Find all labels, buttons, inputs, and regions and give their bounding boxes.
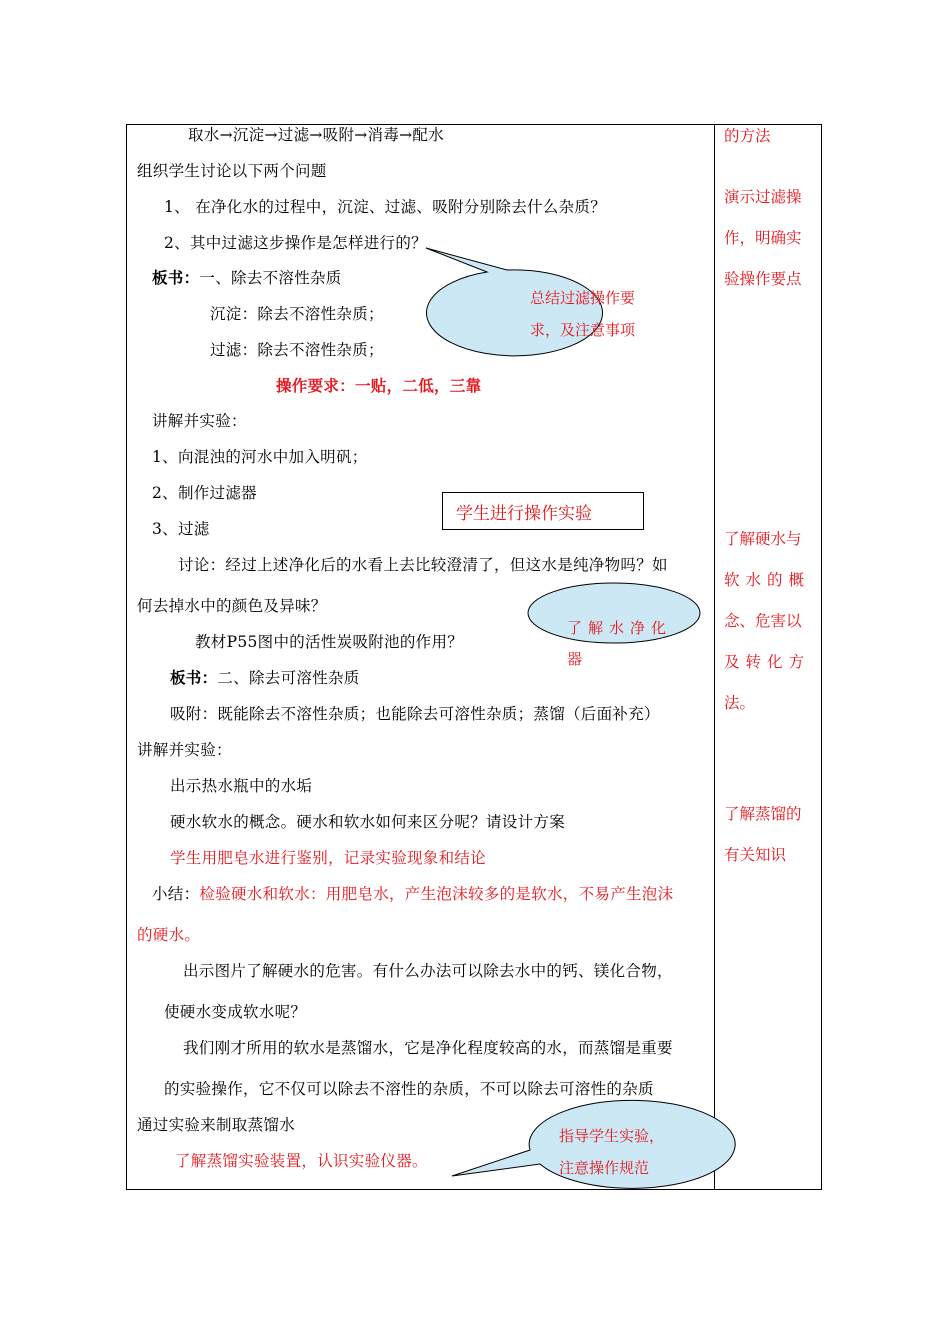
callout-2-line-2: 器 — [567, 650, 583, 668]
summary-line-2: 的硬水。 — [137, 926, 201, 944]
side-note-10: 了解蒸馏的 — [724, 805, 802, 823]
process-flow: 取水→沉淀→过滤→吸附→消毒→配水 — [188, 126, 445, 144]
adsorption-line: 吸附：既能除去不溶性杂质；也能除去可溶性杂质；蒸馏（后面补充） — [170, 705, 660, 723]
operation-requirements: 操作要求：一贴，二低，三靠 — [276, 376, 482, 395]
harm-line-1: 出示图片了解硬水的危害。有什么办法可以除去水中的钙、镁化合物， — [183, 962, 673, 980]
step-3: 3、过滤 — [152, 520, 210, 538]
sediment-line: 沉淀：除去不溶性杂质； — [210, 305, 384, 323]
callout-3-line-2: 注意操作规范 — [559, 1159, 650, 1177]
soap-test: 学生用肥皂水进行鉴别，记录实验现象和结论 — [170, 849, 487, 867]
student-experiment-label: 学生进行操作实验 — [456, 504, 592, 524]
organize-discussion: 组织学生讨论以下两个问题 — [137, 162, 327, 180]
explain-experiment-1: 讲解并实验： — [152, 412, 247, 430]
side-note-5: 了解硬水与 — [724, 530, 802, 548]
discussion-line-2: 何去掉水中的颜色及异味？ — [137, 597, 327, 615]
callout-1-line-1: 总结过滤操作要 — [530, 289, 636, 307]
step-1: 1、向混浊的河水中加入明矾； — [152, 448, 368, 466]
callout-2-line-1: 了解水净化 — [567, 619, 673, 637]
harm-line-2: 使硬水变成软水呢？ — [164, 1003, 307, 1021]
callout-1-line-2: 求，及注意事项 — [530, 321, 636, 339]
board-heading-1 — [152, 268, 342, 288]
student-experiment-box — [442, 492, 644, 530]
filter-line: 过滤：除去不溶性杂质； — [210, 341, 384, 359]
side-note-8: 及转化方 — [724, 653, 811, 671]
distill-line-3: 通过实验来制取蒸馏水 — [137, 1116, 296, 1134]
discussion-line-1: 讨论：经过上述净化后的水看上去比较澄清了，但这水是纯净物吗？如 — [178, 556, 668, 574]
question-2: 2、其中过滤这步操作是怎样进行的？ — [164, 234, 427, 252]
board-text: 一、除去不溶性杂质 — [199, 269, 342, 287]
explain-experiment-2: 讲解并实验： — [137, 741, 232, 759]
side-note-method: 的方法 — [724, 127, 771, 145]
step-2: 2、制作过滤器 — [152, 484, 257, 502]
distill-line-2: 的实验操作，它不仅可以除去不溶性的杂质，不可以除去可溶性的杂质 — [164, 1080, 654, 1098]
apparatus-line: 了解蒸馏实验装置，认识实验仪器。 — [175, 1152, 428, 1170]
side-note-6: 软水的概 — [724, 571, 811, 589]
distill-line-1: 我们刚才所用的软水是蒸馏水，它是净化程度较高的水，而蒸馏是重要 — [183, 1039, 673, 1057]
callout-3-line-1: 指导学生实验， — [559, 1127, 665, 1145]
scale-demo: 出示热水瓶中的水垢 — [170, 777, 313, 795]
board-label: 板书： — [170, 668, 218, 687]
hard-soft-water: 硬水软水的概念。硬水和软水如何来区分呢？请设计方案 — [170, 813, 566, 831]
summary-label: 小结： — [152, 885, 200, 903]
side-note-4: 验操作要点 — [724, 270, 802, 288]
side-note-11: 有关知识 — [724, 846, 787, 864]
board-heading-2 — [170, 668, 360, 688]
side-note-2: 演示过滤操 — [724, 188, 802, 206]
side-note-3: 作，明确实 — [724, 229, 802, 247]
board-label: 板书： — [152, 268, 200, 287]
summary-text: 检验硬水和软水：用肥皂水，产生泡沫较多的是软水，不易产生泡沫 — [199, 885, 674, 903]
summary-line-1 — [152, 884, 673, 904]
textbook-question: 教材P55图中的活性炭吸附池的作用？ — [195, 633, 464, 651]
side-note-7: 念、危害以 — [724, 612, 802, 630]
question-1: 1、 在净化水的过程中，沉淀、过滤、吸附分别除去什么杂质？ — [164, 198, 606, 216]
side-note-9: 法。 — [724, 694, 756, 712]
board-text: 二、除去可溶性杂质 — [217, 669, 360, 687]
